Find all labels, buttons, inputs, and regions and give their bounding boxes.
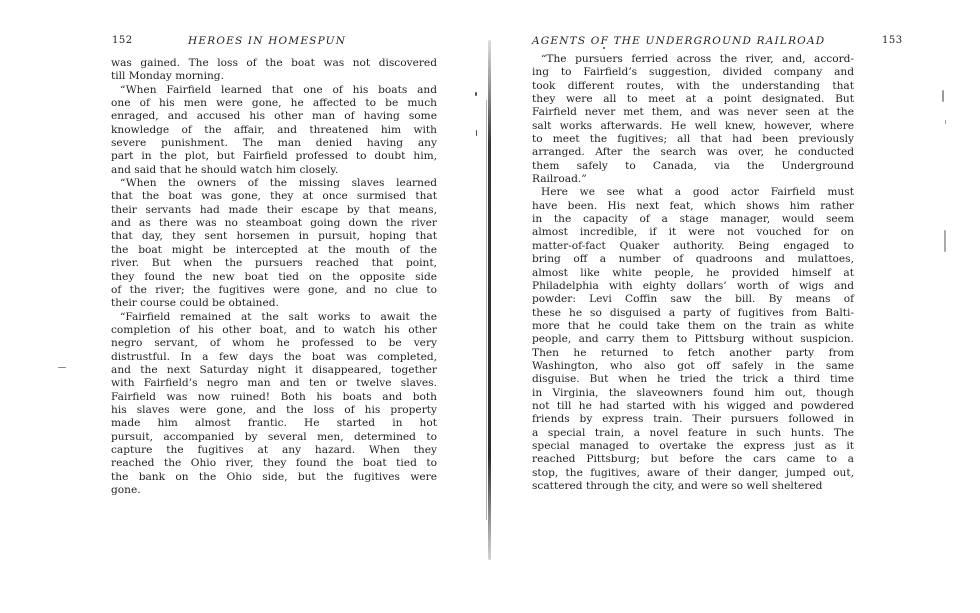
text-line: almost like white people, he provided himself at [532,266,854,279]
left-running-title: HEROES IN HOMESPUN [188,35,347,47]
text-line: one of his men were gone, he affected to be much [111,97,437,110]
text-line: stop, the fugitives, aware of their danger, jumped out, [532,466,854,479]
text-line: river. But when the pursuers reached that point, [111,257,437,270]
text-line: part in the plot, but Fairfield professed to doubt him, [111,150,437,163]
text-line: special managed to overtake the express just as it [532,439,854,452]
text-line: and said that he should watch him closely. [111,163,339,176]
text-line: “Fairfield remained at the salt works to await the [120,310,437,323]
text-line: the boat might be intercepted at the mouth of the [111,243,437,256]
text-line: not till he had started with his wigged and powdered [532,399,854,412]
text-line: they found the new boat tied on the opposite side [111,270,437,283]
text-line: friends by express train. Their pursuers followed in [532,413,854,426]
right-page-body [532,53,854,493]
scan-speck [945,120,946,124]
text-line: the bank on the Ohio side, but the fugitives were [111,470,437,483]
text-line: severe punishment. The man denied having any [111,137,437,150]
text-line: enraged, and accused his other man of having some [111,110,437,123]
right-running-title: AGENTS OF THE UNDERGROUND RAILROAD [532,35,826,47]
text-line: Fairfield never met them, and was never seen at the [532,106,854,119]
text-line: a special train, a novel feature in such hunts. The [532,426,854,439]
text-line: completion of his other boat, and to watch his other [111,323,437,336]
text-line: Philadelphia with eighty dollars’ worth of wigs and [532,279,854,292]
text-line: almost incredible, if it were not vouched for on [532,226,854,239]
gutter-shadow-line [486,100,487,520]
text-line: people, and carry them to Pittsburg without suspicion. [532,333,854,346]
text-line: of the river; the fugitives were gone, and no clue to [111,283,437,296]
text-line: Fairfield was now ruined! Both his boats and both [111,390,437,403]
text-line: scattered through the city, and were so well sheltered [532,480,823,492]
text-line: his slaves were gone, and the loss of his property [111,403,437,416]
left-page-number: 152 [112,35,133,46]
scan-speck [603,47,605,49]
text-line: took different routes, with the understanding that [532,79,854,92]
text-line: and the next Saturday night it disappeared, together [111,363,437,376]
text-line: their servants had made their escape by that means, [111,203,437,216]
text-line: matter-of-fact Quaker authority. Being engaged to [532,239,854,252]
text-line: Washington, who also got off safely in the same [532,359,854,372]
scan-speck [942,90,944,102]
text-line: negro servant, of whom he professed to be very [111,337,437,350]
text-line: was gained. The loss of the boat was not discovered [111,57,437,69]
scan-speck [476,130,477,136]
text-line: bring off a number of quadroons and mulattoes, [532,253,854,266]
text-line: ing to Fairfield’s suggestion, divided company and [532,66,854,79]
text-line: that day, they sent horsemen in pursuit, hoping that [111,230,437,243]
text-line: “When the owners of the missing slaves learned [120,177,437,190]
text-line: with Fairfield’s negro man and ten or twelve slaves. [111,377,437,390]
text-line: that the boat was gone, they at once surmised that [111,190,437,203]
text-line: to meet the fugitives; all that had been previously [532,133,854,146]
text-line: pursuit, accompanied by several men, determined to [111,430,437,443]
text-line: “The pursuers ferried across the river, and, accord- [541,53,854,65]
text-line: have been. His next feat, which shows him rather [532,199,854,212]
text-line: in Virginia, the slaveowners found him out, though [532,386,854,399]
text-line: made him almost frantic. He started in hot [111,417,437,430]
scan-speck [475,92,477,96]
text-line: reached Pittsburg; but before the cars came to a [532,453,854,466]
text-line: more that he could take them on the train as white [532,319,854,332]
text-line: reached the Ohio river, they found the boat tied to [111,457,437,470]
left-page-body [111,57,437,497]
text-line: these he so disguised a party of fugitives from Balti- [532,306,854,319]
text-line: powder: Levi Coffin saw the bill. By means of [532,293,854,306]
text-line: distrustful. In a few days the boat was completed, [111,350,437,363]
text-line: Here we see what a good actor Fairfield must [541,186,854,199]
right-page [490,0,980,613]
text-line: capture the fugitives at any hazard. When they [111,443,437,456]
right-page-number: 153 [882,35,903,46]
text-line: Then he returned to fetch another party from [532,346,854,359]
text-line: till Monday morning. [111,70,224,83]
text-line: arranged. After the search was over, he conducted [532,146,854,159]
text-line: “When Fairfield learned that one of his boats and [120,83,437,96]
text-line: them safely to Canada, via the Underground [532,159,854,172]
text-line: knowledge of the affair, and threatened him with [111,123,437,136]
text-line: salt works afterwards. He well knew, however, where [532,119,854,132]
text-line: and as there was no steamboat going down the river [111,217,437,230]
scan-speck [944,230,946,252]
text-line: their course could be obtained. [111,297,279,310]
text-line: Railroad.” [532,173,587,186]
text-line: gone. [111,484,141,496]
text-line: they were all to meet at a point designated. But [532,93,854,106]
scan-speck [58,367,66,368]
text-line: disguise. But when he tried the trick a third time [532,373,854,386]
text-line: in the capacity of a stage manager, would seem [532,213,854,226]
